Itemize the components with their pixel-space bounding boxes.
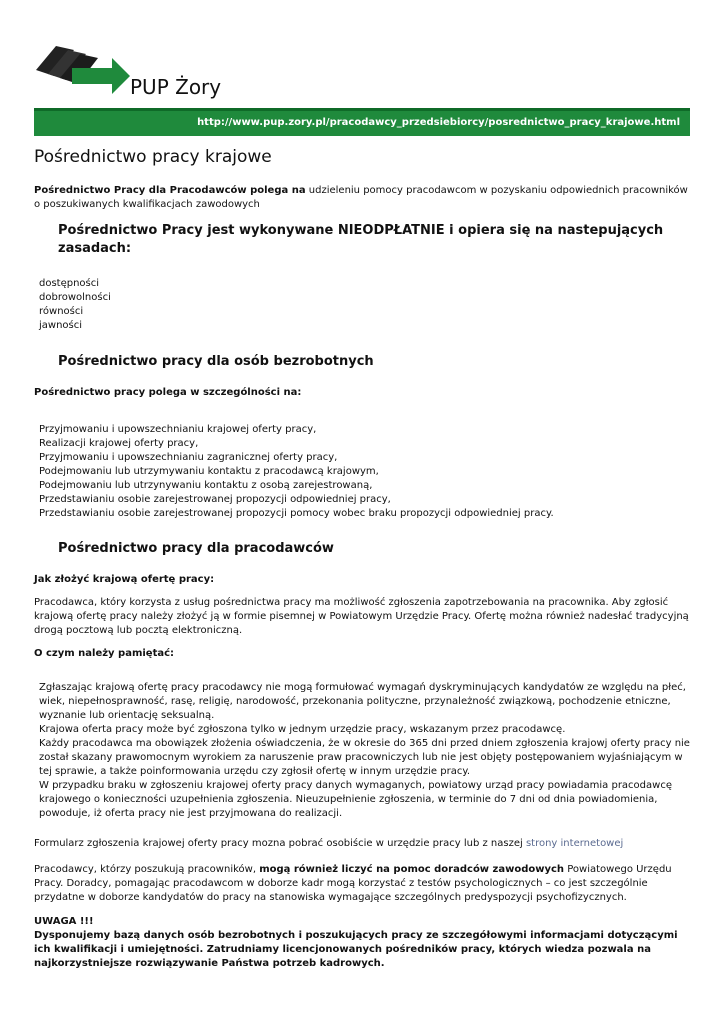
doradcy-post: Powiatowego Urzędu Pracy. Doradcy, pomagając pracodawcom w doborze kadr mogą korzystać z testów psychologicznych – co jest szczególnie przydatne w doborze kandydatów do pracy na stanowiska wymagające szczególnych predyspozycji psychofizycznych. — [34, 864, 672, 903]
list-item: Podejmowaniu lub utrzynywaniu kontaktu z osobą zarejestrowaną, — [39, 480, 373, 491]
list-item: Krajowa oferta pracy może być zgłoszona tylko w jednym urzędzie pracy, wskazanym przez pracodawcę. — [39, 724, 566, 735]
czym-list — [34, 681, 690, 821]
list-item: Przyjmowaniu i upowszechnianiu krajowej oferty pracy, — [39, 424, 317, 435]
intro-text: udzieleniu pomocy pracodawcom w pozyskaniu odpowiednich pracowników o poszukiwanych kwalifikacjach zawodowych — [34, 185, 688, 210]
uwaga-block — [34, 915, 690, 971]
pracodawcy-heading: Pośrednictwo pracy dla pracodawców — [58, 541, 334, 556]
site-name: PUP Żory — [130, 75, 222, 99]
list-item: jawności — [39, 320, 83, 331]
list-item: Realizacji krajowej oferty pracy, — [39, 438, 199, 449]
bezrobotni-heading: Pośrednictwo pracy dla osób bezrobotnych — [58, 354, 374, 369]
pup-logo-icon — [34, 40, 134, 104]
formularz-text: Formularz zgłoszenia krajowej oferty pracy mozna pobrać osobiście w urzędzie pracy lub z naszej — [34, 838, 526, 849]
url-bar — [34, 108, 690, 136]
page — [34, 40, 690, 971]
intro-paragraph — [34, 184, 690, 212]
list-item: Zgłaszając krajową ofertę pracy pracodawcy nie mogą formułować wymagań dyskryminujących kandydatów ze względu na płeć, wiek, niepełnosprawność, rasę, religię, narodowość, przekonania polityczne, przynależność związkową, pochodzenie etniczne, wyznanie lub orientację seksualną. — [39, 682, 686, 721]
list-item: Przedstawianiu osobie zarejestrowanej propozycji pomocy wobec braku propozycji odpowiedniej pracy. — [39, 508, 554, 519]
jak-paragraph: Pracodawca, który korzysta z usług pośrednictwa pracy ma możliwość zgłoszenia zapotrzebowania na pracownika. Aby zgłosić krajową ofertę pracy należy złożyć ją w formie pisemnej w Powiatowym Urzędzie Pracy. Ofertę można również nadesłać tradycyjną drogą pocztową lub pocztą elektroniczną. — [34, 597, 689, 636]
doradcy-bold: mogą również liczyć na pomoc doradców zawodowych — [259, 864, 565, 875]
list-item: Podejmowaniu lub utrzymywaniu kontaktu z pracodawcą krajowym, — [39, 466, 379, 477]
bezrobotni-list — [34, 423, 690, 521]
zasady-list — [34, 277, 690, 333]
strony-internetowej-link[interactable]: strony internetowej — [525, 838, 624, 849]
zasady-heading: Pośrednictwo Pracy jest wykonywane NIEODPŁATNIE i opiera się na nastepujących zasadach: — [58, 223, 664, 256]
list-item: dostępności — [39, 278, 100, 289]
list-item: Przyjmowaniu i upowszechnianiu zagranicznej oferty pracy, — [39, 452, 338, 463]
doradcy-paragraph — [34, 863, 690, 905]
formularz-paragraph — [34, 837, 690, 851]
list-item: W przypadku braku w zgłoszeniu krajowej oferty pracy danych wymaganych, powiatowy urząd pracy powiadamia pracodawcę krajowego o konieczności uzupełnienia zgłoszenia. Nieuzupełnienie zgłoszenia, w terminie do 7 dni od dnia powiadomienia, powoduje, iż oferta pracy nie jest przyjmowana do realizacji. — [39, 780, 672, 819]
intro-bold: Pośrednictwo Pracy dla Pracodawców polega na — [34, 185, 306, 196]
doradcy-pre: Pracodawcy, którzy poszukują pracowników, — [34, 864, 260, 875]
page-url[interactable]: http://www.pup.zory.pl/pracodawcy_przedsiebiorcy/posrednictwo_pracy_krajowe.html — [197, 117, 680, 128]
czym-heading: O czym należy pamiętać: — [34, 648, 175, 659]
page-title: Pośrednictwo pracy krajowe — [34, 147, 272, 167]
bezrobotni-subheading: Pośrednictwo pracy polega w szczególności na: — [34, 387, 302, 398]
uwaga-label: UWAGA !!! — [34, 916, 94, 927]
uwaga-text: Dysponujemy bazą danych osób bezrobotnych i poszukujących pracy ze szczegółowymi informacjami dotyczącymi ich kwalifikacji i umiejętności. Zatrudniamy licencjonowanych pośredników pracy, których wiedza pozwala na najkorzystniejsze rozwiązywanie Państwa potrzeb kadrowych. — [34, 930, 678, 969]
list-item: Przedstawianiu osobie zarejestrowanej propozycji odpowiedniej pracy, — [39, 494, 391, 505]
jak-heading: Jak złożyć krajową ofertę pracy: — [34, 574, 215, 585]
logo[interactable] — [34, 40, 690, 104]
list-item: Każdy pracodawca ma obowiązek złożenia oświadczenia, że w okresie do 365 dni przed dniem zgłoszenia krajowj oferty pracy nie został skazany prawomocnym wyrokiem za naruszenie praw pracowniczych lub nie jest objęty postępowaniem wyjaśniającym w tej sprawie, a także poinformowania urzędu czy zgłosił ofertę w innym urzędzie pracy. — [39, 738, 690, 777]
list-item: dobrowolności — [39, 292, 111, 303]
list-item: równości — [39, 306, 84, 317]
